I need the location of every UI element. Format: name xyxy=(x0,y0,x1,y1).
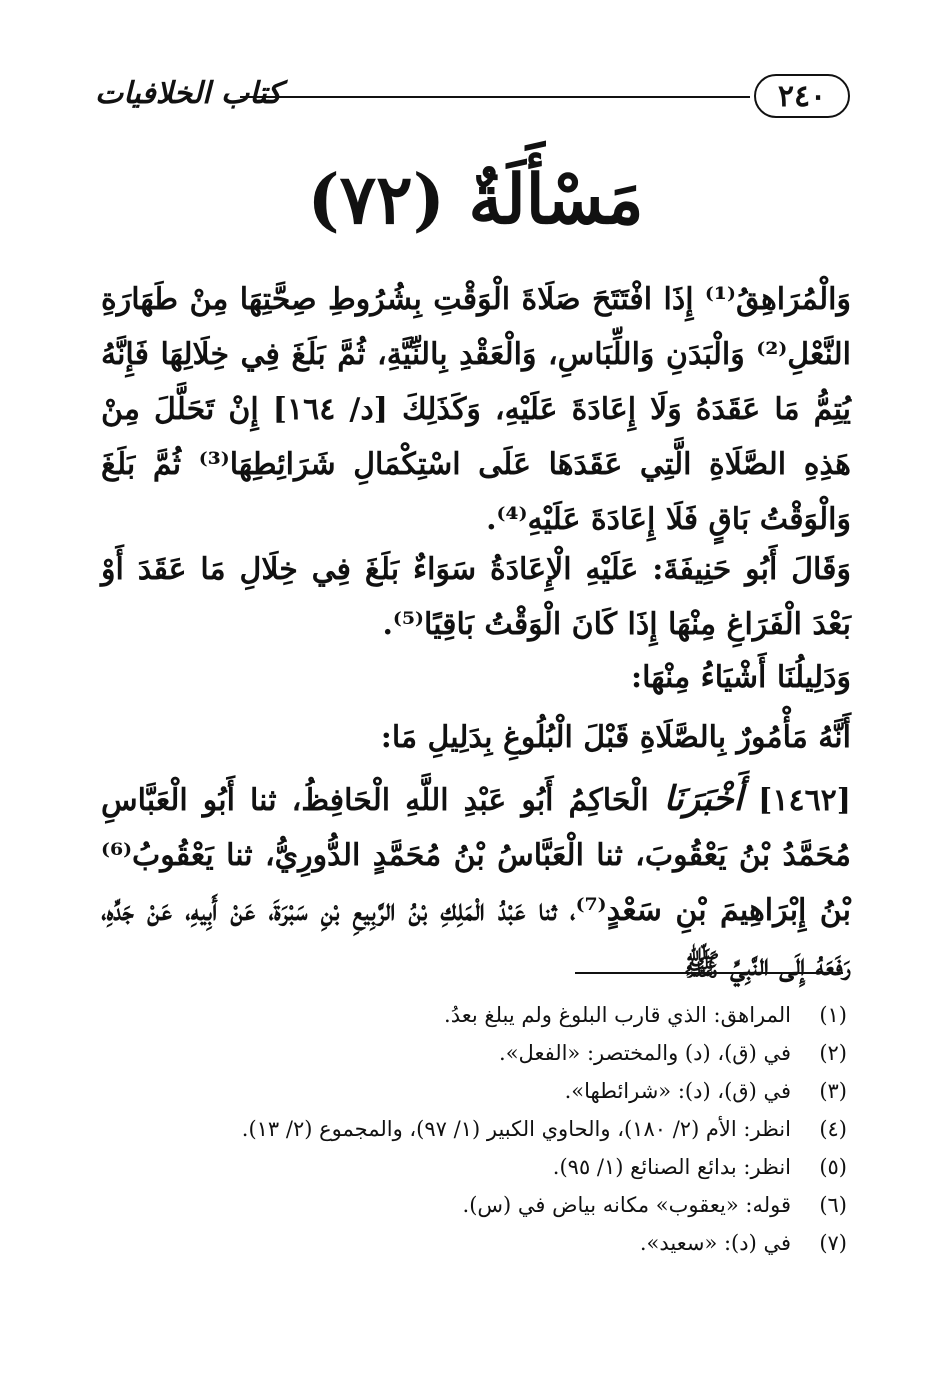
akhbarana-word: أَخْبَرَنَا xyxy=(663,779,744,819)
footnote-rule xyxy=(575,972,843,974)
footnote xyxy=(97,1034,847,1072)
hadith-narration xyxy=(101,772,851,993)
footnote-text: انظر: الأم (٢/ ١٨٠)، والحاوي الكبير (١/ ٩٧)، والمجموع (٢/ ١٣). xyxy=(241,1117,791,1141)
running-header xyxy=(95,70,850,130)
footnote xyxy=(97,1148,847,1186)
footnote xyxy=(97,996,847,1034)
footnote xyxy=(97,1186,847,1224)
footnote xyxy=(97,1110,847,1148)
paragraph-abu-hanifa: وَقَالَ أَبُو حَنِيفَةَ: عَلَيْهِ الْإِعَادَةُ سَوَاءٌ بَلَغَ فِي خِلَالِ مَا عَقَدَ أَوْ بَعْدَ الْفَرَاغِ مِنْهَا إِذَا كَانَ الْوَقْتُ بَاقِيًا⁽⁵⁾. xyxy=(101,552,851,642)
footnote-text: انظر: بدائع الصنائع (١/ ٩٥). xyxy=(552,1155,791,1179)
footnote-number: (١) xyxy=(819,1003,847,1027)
footnote-text: في (د): «سعيد». xyxy=(639,1231,791,1255)
footnote-number: (٦) xyxy=(819,1193,847,1217)
hadith-chain: الْحَاكِمُ أَبُو عَبْدِ اللَّهِ الْحَافِظُ، ثنا أَبُو الْعَبَّاسِ مُحَمَّدُ بْنُ يَعْقُوبَ، ثنا الْعَبَّاسُ بْنُ مُحَمَّدٍ الدُّورِيُّ، ثنا يَعْقُوبُ⁽⁶⁾ بْنُ إِبْرَاهِيمَ بْنِ سَعْدٍ⁽⁷⁾، ثنا عَبْدُ الْمَلِكِ بْنُ الرَّبِيعِ بْنِ سَبْرَةَ، عَنْ أَبِيهِ، عَنْ جَدِّهِ، رَفَعَهُ إِلَى النَّبِيِّ ﷺ xyxy=(101,783,851,983)
page-number-badge: ٢٤٠ xyxy=(754,74,850,118)
book-title: كتاب الخلافيات xyxy=(95,76,282,111)
footnote-number: (٥) xyxy=(819,1155,847,1179)
paragraph-evidence-first: أَنَّهُ مَأْمُورٌ بِالصَّلَاةِ قَبْلَ الْبُلُوغِ بِدَلِيلِ مَا: xyxy=(380,720,851,755)
footnote-text: قوله: «يعقوب» مكانه بياض في (س). xyxy=(462,1193,791,1217)
footnote xyxy=(97,1224,847,1262)
footnotes-list xyxy=(97,996,847,1262)
footnote-text: في (ق)، (د): «شرائطها». xyxy=(564,1079,791,1103)
paragraph-evidence-intro: وَدَلِيلُنَا أَشْيَاءُ مِنْهَا: xyxy=(631,660,851,695)
footnote-text: في (ق)، (د) والمختصر: «الفعل». xyxy=(499,1041,791,1065)
footnote-number: (٧) xyxy=(819,1231,847,1255)
footnote-number: (٤) xyxy=(819,1117,847,1141)
footnote-number: (٢) xyxy=(819,1041,847,1065)
footnote-text: المراهق: الذي قارب البلوغ ولم يبلغ بعدُ. xyxy=(444,1003,791,1027)
header-rule xyxy=(240,96,750,98)
masala-heading: مَسْأَلَةٌ (٧٢) xyxy=(307,160,644,240)
hadith-number: [١٤٦٢] xyxy=(758,783,851,818)
footnote xyxy=(97,1072,847,1110)
footnote-number: (٣) xyxy=(819,1079,847,1103)
paragraph-ruling: وَالْمُرَاهِقُ⁽¹⁾ إِذَا افْتَتَحَ صَلَاةَ الْوَقْتِ بِشُرُوطِ صِحَّتِهَا مِنْ طَهَارَةِ النَّعْلِ⁽²⁾ وَالْبَدَنِ وَاللِّبَاسِ، وَالْعَقْدِ بِالنِّيَّةِ، ثُمَّ بَلَغَ فِي خِلَالِهَا فَإِنَّهُ يُتِمُّ مَا عَقَدَهُ وَلَا إِعَادَةَ عَلَيْهِ، وَكَذَلِكَ [د/ ١٦٤] إِنْ تَحَلَّلَ مِنْ هَذِهِ الصَّلَاةِ الَّتِي عَقَدَهَا عَلَى اسْتِكْمَالِ شَرَائِطِهَا⁽³⁾ ثُمَّ بَلَغَ وَالْوَقْتُ بَاقٍ فَلَا إِعَادَةَ عَلَيْهِ⁽⁴⁾. xyxy=(101,282,851,537)
